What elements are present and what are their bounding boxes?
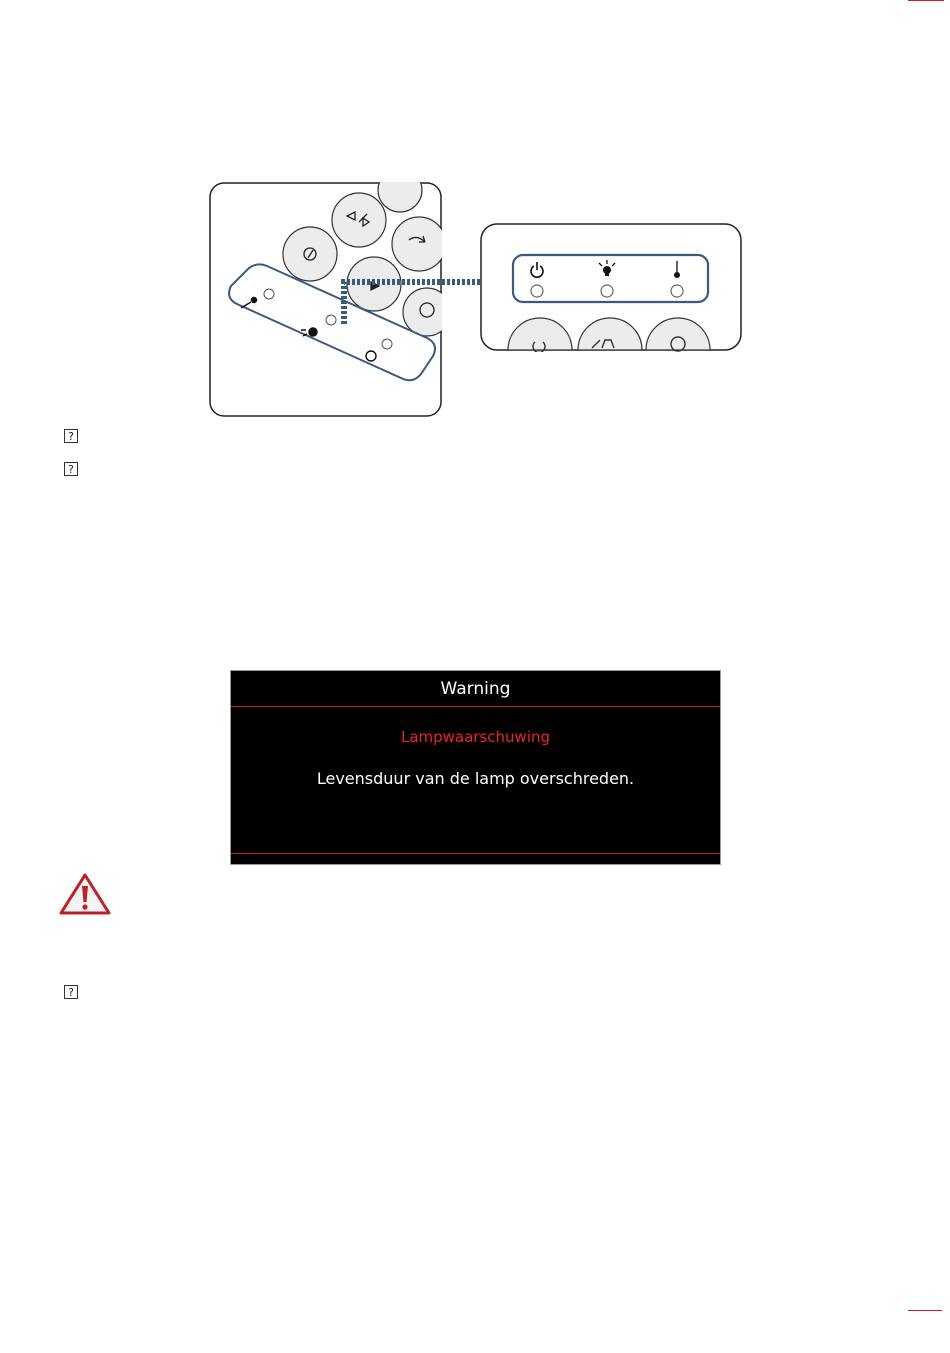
dialog-subtitle: Lampwaarschuwing	[400, 728, 551, 746]
warning-triangle-icon	[58, 872, 112, 916]
dialog-message: Levensduur van de lamp overschreden.	[316, 769, 635, 788]
placeholder-image-icon: ?	[64, 429, 78, 443]
dialog-title: Warning	[440, 679, 511, 699]
header-accent-line	[908, 0, 944, 1]
warning-dialog	[230, 670, 721, 865]
dialog-divider	[231, 706, 720, 707]
footer-accent-line	[908, 1310, 942, 1311]
dialog-divider	[231, 853, 720, 854]
led-panel-illustration	[480, 222, 742, 352]
placeholder-image-icon: ?	[64, 462, 78, 476]
placeholder-image-icon: ?	[64, 985, 78, 999]
